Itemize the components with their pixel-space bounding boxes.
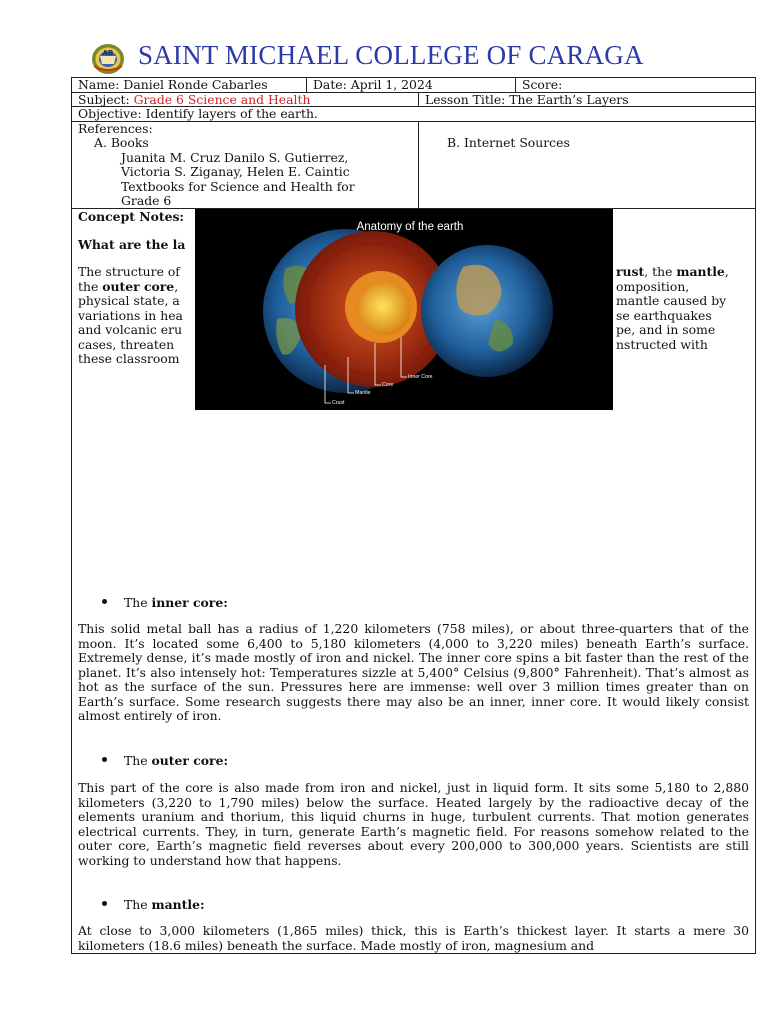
- info-row-subject: [72, 93, 755, 107]
- figure-title: Anatomy of the earth: [356, 221, 464, 233]
- objective-cell: Objective: Identify layers of the earth.: [78, 106, 318, 121]
- bullet-prefix: The: [124, 753, 152, 768]
- intro-line-text: the outer core,: [78, 278, 179, 294]
- intro-line: pe, and in some: [616, 322, 716, 337]
- bullet-prefix: The: [124, 595, 152, 610]
- outer-core-paragraph: This part of the core is also made from iron and nickel, just in liquid form. It sits some 5,180 to 2,880 kilometers (3,220 to 1,790 miles) below the surface. Heated largely by the radioactive decay of the elements uranium and thorium, this liquid churns in huge, turbulent currents. That motion generates electrical currents. They, in turn, generate Earth’s magnetic field. For reasons somehow related to the outer core, Earth’s magnetic field reverses about every 200,000 to 300,000 years. Scientists are still working to understand how that happens.: [78, 780, 749, 868]
- intro-line: [78, 280, 196, 295]
- intro-line: se earthquakes: [616, 307, 712, 323]
- mantle-paragraph: At close to 3,000 kilometers (1,865 miles) thick, this is Earth’s thickest layer. It starts a mere 30 kilometers (18.6 miles) beneath the surface. Made mostly of iron, magnesium and: [78, 923, 749, 953]
- bullet-dot: [102, 599, 107, 604]
- lesson-title-cell: Lesson Title: The Earth’s Layers: [418, 93, 755, 106]
- date-cell: Date: April 1, 2024: [306, 78, 516, 92]
- inner-core-paragraph: This solid metal ball has a radius of 1,220 kilometers (758 miles), or about three-quarters that of the moon. It’s located some 6,400 to 5,180 kilometers (4,000 to 3,220 miles) beneath Earth’s surface. Extremely dense, it’s made mostly of iron and nickel. The inner core spins a bit faster than the rest of the planet. It’s also intensely hot: Temperatures sizzle at 5,400° Celsius (9,800° Fahrenheit). That’s almost as hot as the surface of the sun. Pressures here are immense: well over 3 million times greater than on Earth’s surface. Some research suggests there may also be an inner, inner core. It would likely consist almost entirely of iron.: [78, 621, 749, 723]
- bullet-bold: inner core:: [151, 595, 228, 610]
- subject-label: Subject:: [78, 92, 134, 107]
- bullet-dot: [102, 757, 107, 762]
- references-row: [72, 122, 755, 209]
- earth-anatomy-image: [195, 209, 613, 410]
- subject-cell: [72, 93, 417, 106]
- references-internet-cell: B. Internet Sources: [418, 122, 755, 208]
- intro-line: nstructed with: [616, 336, 708, 352]
- book-line: Juanita M. Cruz Danilo S. Gutierrez,: [121, 149, 349, 165]
- concept-heading: Concept Notes:: [78, 209, 185, 224]
- references-heading: References:: [78, 121, 153, 136]
- intro-right: [616, 265, 750, 352]
- intro-line: omposition,: [616, 278, 690, 294]
- info-row-name: [72, 78, 755, 93]
- book-line: Victoria S. Ziganay, Helen E. Caintic: [121, 164, 350, 179]
- svg-text:AB: AB: [102, 49, 114, 57]
- intro-left: [78, 265, 196, 367]
- references-books-cell: [72, 122, 418, 208]
- label-crust: Crust: [332, 400, 345, 406]
- score-cell: Score:: [515, 78, 755, 92]
- bullet-bold: mantle:: [151, 897, 205, 912]
- bullet-prefix: The: [124, 897, 152, 912]
- label-core: Core: [382, 382, 394, 388]
- intro-line: cases, threaten: [78, 336, 175, 352]
- label-mantle: Mantle: [355, 390, 371, 396]
- earth-anatomy-figure: [195, 209, 613, 410]
- intro-line: variations in hea: [78, 307, 183, 323]
- bullet-text: [124, 753, 228, 768]
- intro-line: The structure of: [78, 264, 180, 279]
- label-inner-core: Inner Core: [408, 374, 433, 380]
- page-header: [0, 36, 768, 78]
- bullet-dot: [102, 901, 107, 906]
- school-seal-icon: [90, 40, 126, 76]
- info-row-objective: [72, 107, 755, 122]
- books-block: [94, 136, 355, 209]
- inner-core-layer: [359, 283, 411, 335]
- book-line: Grade 6: [121, 193, 172, 208]
- bullet-bold: outer core:: [151, 753, 229, 768]
- subject-value: Grade 6 Science and Health: [133, 92, 311, 107]
- school-name: SAINT MICHAEL COLLEGE OF CARAGA: [138, 40, 644, 70]
- name-cell: Name: Daniel Ronde Cabarles: [78, 77, 268, 92]
- intro-line: and volcanic eru: [78, 322, 183, 337]
- books-marker: A. Books: [94, 135, 149, 150]
- intro-line: these classroom: [78, 351, 180, 366]
- concept-question: What are the la: [78, 236, 186, 252]
- book-line: Textbooks for Science and Health for: [121, 178, 355, 194]
- intro-line: mantle caused by: [616, 293, 727, 308]
- bullet-text: [124, 897, 205, 912]
- intro-line: physical state, a: [78, 293, 180, 308]
- intro-line: rust, the mantle,: [616, 264, 729, 279]
- bullet-text: [124, 595, 228, 610]
